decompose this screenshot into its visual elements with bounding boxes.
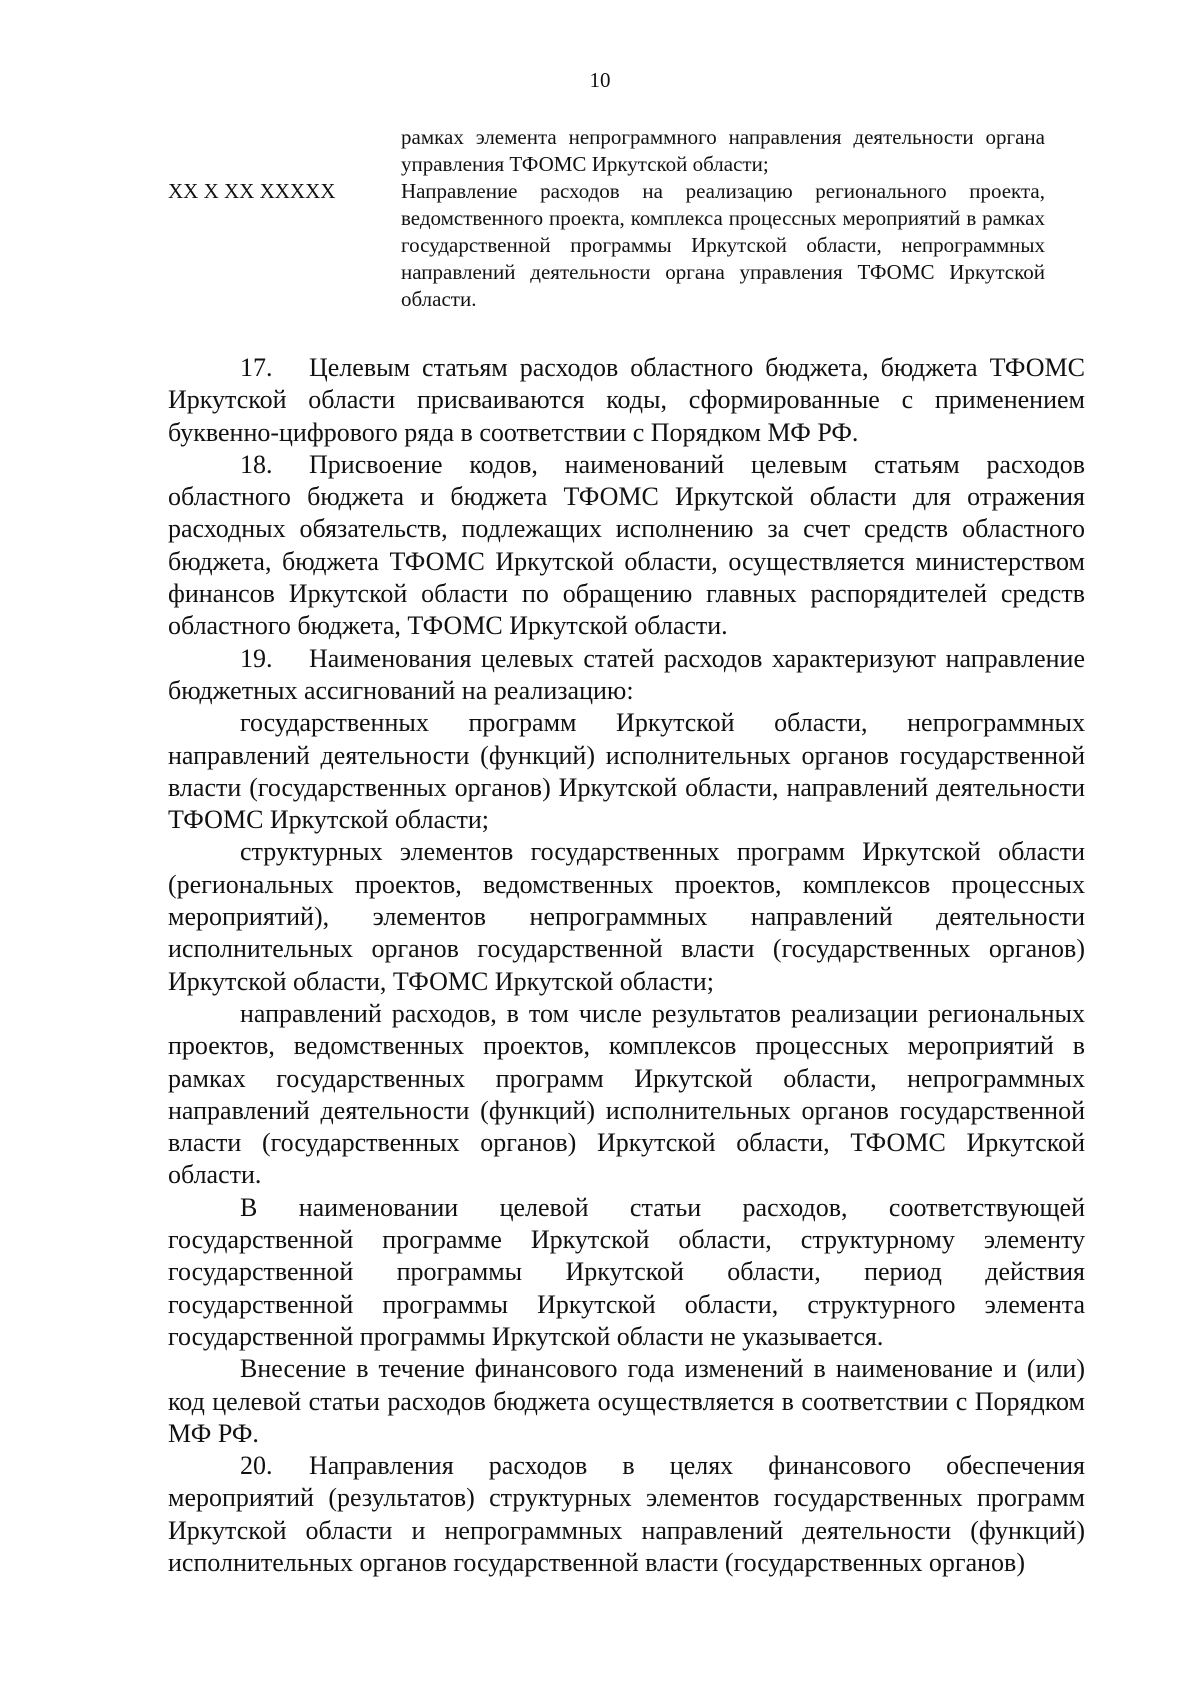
paragraph-text: Внесение в течение финансового года изменений в наименование и (или) код целевой статьи расходов бюджета осуществляется в соответствии с Порядком МФ РФ. [168,1354,1085,1448]
code-table-row [168,178,1084,313]
paragraph-text: Наименования целевых статей расходов характеризуют направление бюджетных ассигнований на реализацию: [168,643,1085,705]
paragraph-text: направлений расходов, в том числе результатов реализации региональных проектов, ведомственных проектов, комплексов процессных мероприятий в рамках государственных программ Иркутской области, непрограммных направлений деятельности (функций) исполнительных органов государственной власти (государственных органов) Иркутской области, ТФОМС Иркутской области. [168,998,1085,1190]
paragraph-text: В наименовании целевой статьи расходов, соответствующей государственной программе Иркутской области, структурному элементу государственной программы Иркутской области, период действия государственной программы Иркутской области, структурного элемента государственной программы Иркутской области не указывается. [168,1192,1085,1351]
code-table [168,124,1084,313]
paragraph-number: 19. [240,643,273,673]
paragraph-number: 18. [240,449,273,479]
paragraph-text: структурных элементов государственных программ Иркутской области (региональных проектов, ведомственных проектов, комплексов процессных мероприятий), элементов непрограммных направлений деятельности исполнительных органов государственной власти (государственных органов) Иркутской области, ТФОМС Иркутской области; [168,837,1085,996]
code-description: Направление расходов на реализацию регионального проекта, ведомственного проекта, комплекса процессных мероприятий в рамках государственной программы Иркутской области, непрограммных направлений деятельности органа управления ТФОМС Иркутской области. [401,179,1045,311]
code-value: XX X XX XXXXX [168,179,336,203]
page-number: 10 [589,68,611,92]
code-cell-empty [168,124,401,178]
paragraph-20 [168,1450,1085,1579]
paragraph-19 [168,643,1085,708]
paragraph-19-note-naming [168,1192,1085,1353]
paragraph-number: 20. [240,1451,273,1481]
code-description-continuation: рамках элемента непрограммного направления деятельности органа управления ТФОМС Иркутской области; [401,125,1045,176]
paragraph-text: Целевым статьям расходов областного бюджета, бюджета ТФОМС Иркутской области присваиваются коды, сформированные с применением буквенно-цифрового ряда в соответствии с Порядком МФ РФ. [168,353,1085,447]
paragraph-text: государственных программ Иркутской области, непрограммных направлений деятельности (функций) исполнительных органов государственной власти (государственных органов) Иркутской области, направлений деятельности ТФОМС Иркутской области; [168,708,1085,835]
paragraph-19-item-directions [168,998,1085,1192]
paragraph-19-item-programs [168,707,1085,836]
paragraph-18 [168,449,1085,643]
document-body [168,352,1085,1579]
paragraph-19-item-structural-elements [168,836,1085,997]
code-table-continuation-row [168,124,1084,178]
paragraph-number: 17. [240,353,273,382]
paragraph-17 [168,352,1085,449]
paragraph-text: Присвоение кодов, наименований целевым статьям расходов областного бюджета и бюджета ТФОМС Иркутской области для отражения расходных обязательств, подлежащих исполнению за счет средств областного бюджета, бюджета ТФОМС Иркутской области, осуществляется министерством финансов Иркутской области по обращению главных распорядителей средств областного бюджета, ТФОМС Иркутской области. [168,449,1085,641]
paragraph-text: Направления расходов в целях финансового обеспечения мероприятий (результатов) структурных элементов государственных программ Иркутской области и непрограммных направлений деятельности (функций) исполнительных органов государственной власти (государственных органов) [168,1451,1085,1577]
paragraph-19-note-changes [168,1353,1085,1450]
